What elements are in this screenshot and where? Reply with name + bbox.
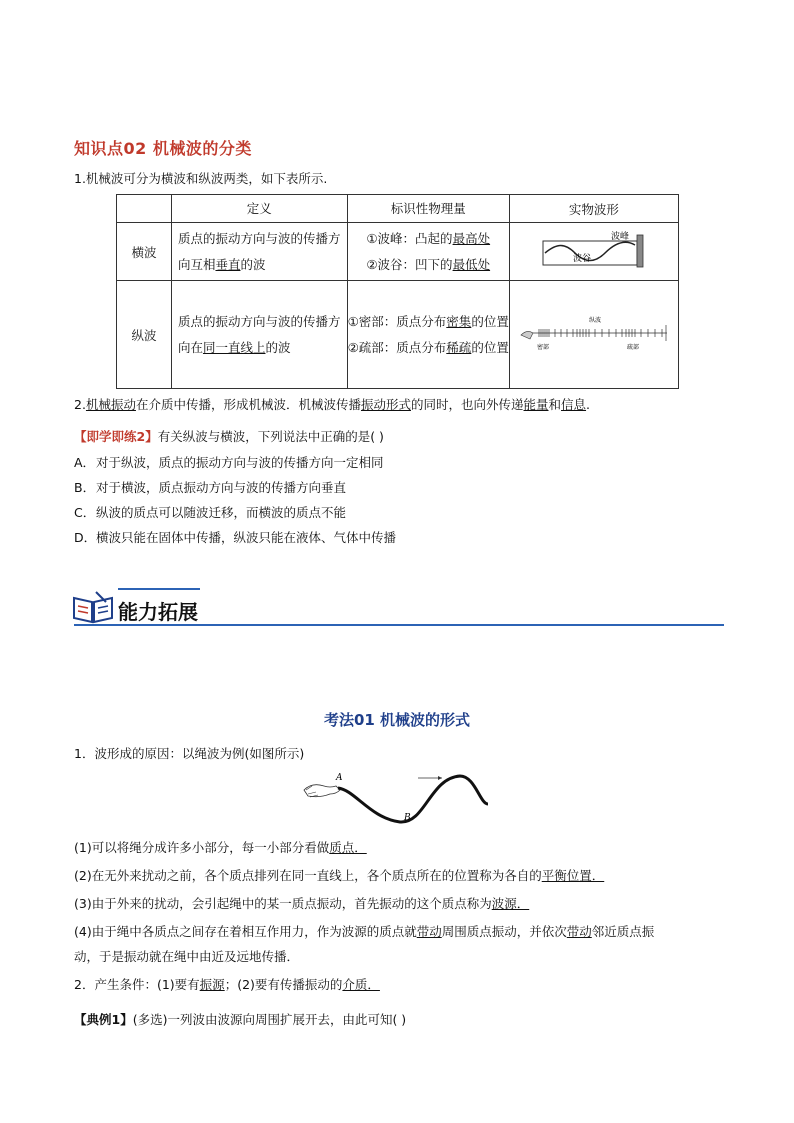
definition-text: 的波 — [265, 339, 291, 355]
point-a-label: A — [336, 773, 343, 783]
mark-item: ②疏部：质点分布稀疏的位置 — [347, 339, 509, 355]
table-header: 定义 — [171, 195, 347, 223]
intro-text: 1.机械波可分为横波和纵波两类，如下表所示. — [74, 171, 328, 186]
conditions: 2．产生条件：(1)要有振源；(2)要有传播振动的介质． — [74, 977, 380, 992]
table-header: 实物波形 — [509, 195, 678, 223]
table-row — [117, 281, 679, 389]
longitudinal-wave-icon — [519, 313, 669, 353]
example-question — [74, 1010, 406, 1028]
rope-wave-figure — [300, 768, 500, 834]
point-b-label: B — [404, 813, 411, 823]
row-name: 纵波 — [117, 281, 172, 389]
banner-top-rule — [118, 588, 200, 590]
longitudinal-wave-figure — [509, 281, 678, 389]
book-icon — [72, 590, 114, 628]
example-stem: (多选)一列波由波源向周围扩展开去，由此可知( ) — [132, 1012, 407, 1027]
table-header-row — [117, 195, 679, 223]
row-definition — [171, 281, 347, 389]
option-b: B．对于横波，质点振动方向与波的传播方向垂直 — [74, 480, 347, 495]
mark-item: ①波峰：凸起的最高处 — [366, 230, 491, 246]
example-tag: 【典例1】 — [74, 1012, 133, 1027]
banner-title: 能力拓展 — [118, 600, 198, 624]
exercise-tag: 【即学即练2】 — [74, 429, 158, 444]
definition-key: 同一直线上 — [202, 339, 266, 355]
sparse-label: 疏部 — [626, 344, 639, 351]
statement-4-cont: 动，于是振动就在绳中由近及远地传播． — [74, 949, 300, 964]
rope-wave-icon — [300, 768, 500, 830]
transverse-wave-figure — [509, 223, 678, 281]
section-title: 知识点02 机械波的分类 — [74, 139, 252, 158]
option-a: A．对于纵波，质点的振动方向与波的传播方向一定相同 — [74, 455, 384, 470]
wave-classification-table — [116, 194, 679, 389]
exercise-stem: 有关纵波与横波，下列说法中正确的是( ) — [157, 429, 384, 444]
row-marks — [347, 223, 509, 281]
option-d: D．横波只能在固体中传播，纵波只能在液体、气体中传播 — [74, 530, 397, 545]
paragraph: 1．波形成的原因：以绳波为例(如图所示) — [74, 746, 305, 761]
table-header — [117, 195, 172, 223]
method-title: 考法01 机械波的形式 — [323, 711, 471, 729]
exercise-question — [74, 427, 384, 445]
mark-item: ②波谷：凹下的最低处 — [366, 256, 491, 272]
row-definition — [171, 223, 347, 281]
statement-1: (1)可以将绳分成许多小部分，每一小部分看做质点． — [74, 840, 367, 855]
option-c: C．纵波的质点可以随波迁移，而横波的质点不能 — [74, 505, 347, 520]
mechanical-wave-statement: 2.机械振动在介质中传播，形成机械波．机械波传播振动形式的同时，也向外传递能量和信息. — [74, 397, 591, 412]
definition-text: 的波 — [240, 256, 266, 272]
statement-4: (4)由于绳中各质点之间存在着相互作用力，作为波源的质点就带动周围质点振动，并依次带动邻近质点振 — [74, 924, 655, 939]
definition-text: 质点的振动方向与波的传播方向在 — [177, 313, 341, 355]
table-row — [117, 223, 679, 281]
banner-rule — [74, 624, 724, 626]
longitudinal-label: 纵波 — [588, 317, 601, 324]
row-name: 横波 — [117, 223, 172, 281]
wave-trough-label: 波谷 — [572, 254, 591, 264]
mark-item: ①密部：质点分布密集的位置 — [347, 313, 509, 329]
definition-text: 质点的振动方向与波的传播方向互相 — [177, 230, 341, 272]
dense-label: 密部 — [536, 344, 549, 351]
transverse-wave-icon — [539, 229, 649, 271]
statement-3: (3)由于外来的扰动，会引起绳中的某一质点振动，首先振动的这个质点称为波源． — [74, 896, 530, 911]
definition-key: 垂直 — [215, 256, 241, 272]
statement-2: (2)在无外来扰动之前，各个质点排列在同一直线上，各个质点所在的位置称为各自的平衡位置． — [74, 868, 605, 883]
row-marks — [347, 281, 509, 389]
wave-peak-label: 波峰 — [610, 232, 629, 242]
table-header: 标识性物理量 — [347, 195, 509, 223]
